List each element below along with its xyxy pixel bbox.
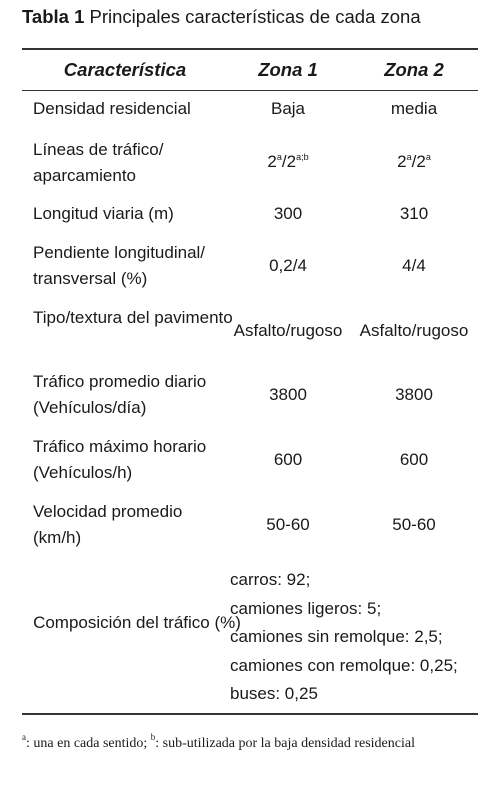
- cell-zona-2: 4/4: [402, 256, 426, 275]
- row-label: Tráfico máximo horario (Vehículos/h): [33, 437, 207, 482]
- header-caracteristica: Característica: [63, 59, 187, 80]
- row-label: Velocidad promedio (km/h): [33, 502, 183, 547]
- cell-zona-1: 600: [273, 450, 303, 469]
- row-label: Densidad residencial: [33, 99, 191, 118]
- table-caption: Principales características de cada zona: [89, 6, 421, 27]
- cell-zona-1: 0,2/4: [269, 256, 307, 275]
- value-part: 2: [397, 152, 407, 171]
- table-number: Tabla 1: [22, 6, 85, 27]
- cell-zona-1: 50-60: [266, 515, 310, 534]
- header-zona-1: Zona 1: [258, 59, 318, 80]
- footnote: [22, 734, 478, 754]
- top-rule: [22, 48, 478, 50]
- cell-zona-2: 50-60: [392, 515, 436, 534]
- row-label: Líneas de tráfico/ aparcamiento: [33, 140, 164, 185]
- list-item: carros: 92;: [230, 570, 311, 589]
- cell-zona-1: [228, 149, 348, 175]
- header-rule: [22, 90, 478, 91]
- cell-zona-2: 3800: [395, 385, 433, 404]
- superscript: a: [425, 152, 431, 162]
- row-label: Composición del tráfico (%): [33, 613, 241, 632]
- cell-zona-1: Asfalto/rugoso: [233, 321, 343, 340]
- header-zona-2: Zona 2: [384, 59, 444, 80]
- footnote-mark-a: a: [22, 732, 26, 742]
- superscript: a: [406, 152, 412, 162]
- cell-zona-2: 600: [399, 450, 429, 469]
- list-item: camiones sin remolque: 2,5;: [230, 627, 443, 646]
- composition-list: [230, 566, 458, 709]
- value-part: 2: [267, 152, 277, 171]
- row-label: Pendiente longitudinal/ transversal (%): [33, 243, 206, 288]
- row-label: Tráfico promedio diario (Vehículos/día): [33, 372, 207, 417]
- list-item: camiones ligeros: 5;: [230, 598, 382, 618]
- footnote-mark-b: b: [150, 732, 156, 742]
- cell-zona-1: 3800: [269, 385, 307, 404]
- table-title: [22, 6, 421, 28]
- cell-zona-1: Baja: [270, 99, 306, 118]
- cell-zona-2: Asfalto/rugoso: [359, 321, 469, 340]
- footnote-text-b: : sub-utilizada por la baja densidad residencial: [155, 736, 415, 751]
- row-label: Longitud viaria (m): [33, 204, 174, 223]
- value-part: /2: [411, 152, 426, 171]
- row-label: Tipo/textura del pavimento: [33, 308, 233, 327]
- list-item: buses: 0,25: [230, 684, 318, 703]
- cell-zona-2: media: [390, 99, 438, 118]
- cell-zona-1: 300: [273, 204, 303, 223]
- superscript: a;b: [296, 152, 309, 162]
- cell-zona-2: 310: [399, 204, 429, 223]
- value-part: /2: [281, 152, 297, 171]
- list-item: camiones con remolque: 0,25;: [230, 655, 458, 675]
- cell-zona-2: [348, 149, 480, 175]
- superscript: a: [276, 152, 282, 162]
- bottom-rule: [22, 713, 478, 715]
- footnote-text-a: : una en cada sentido;: [26, 736, 151, 751]
